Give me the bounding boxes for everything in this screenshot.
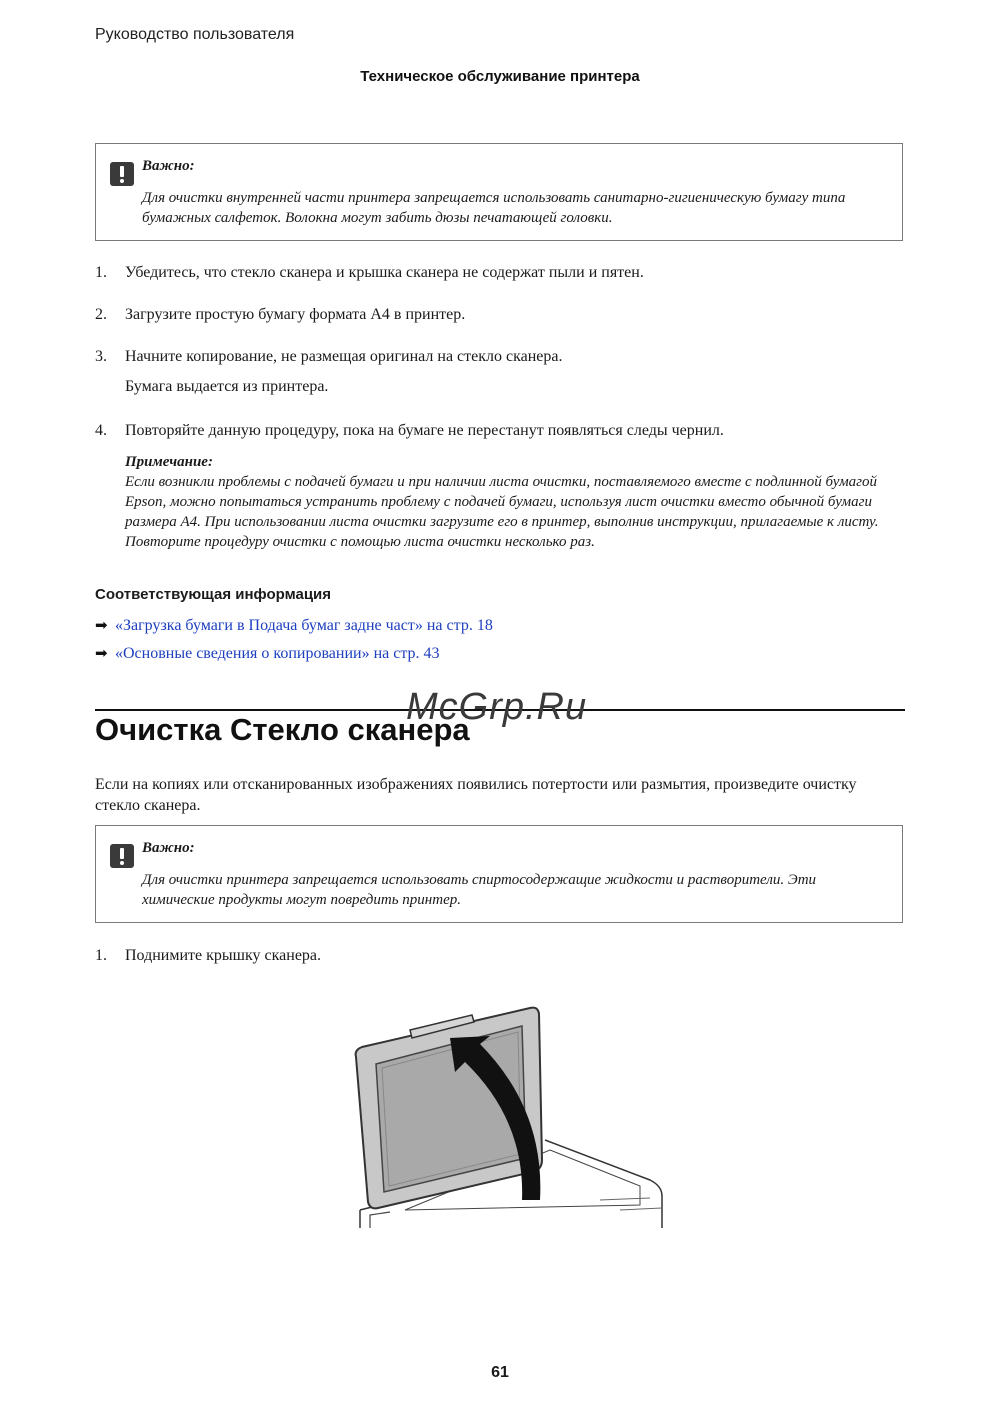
section-intro: Если на копиях или отсканированных изображениях появились потертости или размытия, произведите очистку стекло сканера. xyxy=(95,776,857,814)
step-number: 1. xyxy=(95,947,107,964)
important-title: Важно: xyxy=(142,840,195,856)
step-4 xyxy=(95,420,724,442)
step-number: 3. xyxy=(95,348,107,365)
watermark: McGrp.Ru xyxy=(406,686,588,728)
important-text: Для очистки принтера запрещается использовать спиртосодержащие жидкости и растворители. Эти химические продукты могут повредить принтер. xyxy=(142,872,817,908)
warning-icon xyxy=(110,162,134,186)
step-text: Повторяйте данную процедуру, пока на бумаге не перестанут появляться следы чернил. xyxy=(125,422,724,439)
section-step-1 xyxy=(95,945,321,967)
arrow-right-icon: ➡ xyxy=(95,644,108,662)
page-number: 61 xyxy=(491,1364,509,1381)
chapter-title: Техническое обслуживание принтера xyxy=(360,68,640,85)
link-page[interactable]: на стр. 43 xyxy=(369,645,440,662)
remark-title: Примечание: xyxy=(125,454,213,470)
related-link-2[interactable] xyxy=(95,644,440,663)
related-link-1[interactable] xyxy=(95,616,493,635)
step-3 xyxy=(95,346,563,368)
arrow-right-icon: ➡ xyxy=(95,616,108,634)
step-text: Убедитесь, что стекло сканера и крышка сканера не содержат пыли и пятен. xyxy=(125,264,644,281)
step-text: Поднимите крышку сканера. xyxy=(125,947,322,964)
step-number: 4. xyxy=(95,422,107,439)
step-text: Загрузите простую бумагу формата A4 в принтер. xyxy=(125,306,466,323)
link-page[interactable]: на стр. 18 xyxy=(422,617,493,634)
step-number: 1. xyxy=(95,264,107,281)
running-header: Руководство пользователя xyxy=(95,26,295,43)
warning-icon xyxy=(110,844,134,868)
remark-text: Если возникли проблемы с подачей бумаги и при наличии листа очистки, поставляемого вместе с подлинной бумагой Epson, можно попытаться устранить проблему с подачей бумаги, используя лист очистки вместо обычной бумаги размера A4. При использовании листа очистки загрузите его в принтер, выполнив инструкции, прилагаемые к листу. Повторите процедуру очистки с помощью листа очистки несколько раз. xyxy=(125,474,879,550)
step-text: Начните копирование, не размещая оригинал на стекло сканера. xyxy=(125,348,563,365)
important-box-2 xyxy=(95,825,903,923)
step-3-result: Бумага выдается из принтера. xyxy=(125,378,329,395)
link-text[interactable]: «Загрузка бумаги в Подача бумаг задне част» xyxy=(115,617,423,634)
step-1 xyxy=(95,262,644,284)
section-title: Очистка Стекло сканера xyxy=(95,712,470,747)
step-2 xyxy=(95,304,465,326)
important-title: Важно: xyxy=(142,158,195,174)
scanner-lid-illustration xyxy=(350,1000,670,1228)
important-box-1 xyxy=(95,143,903,241)
step-number: 2. xyxy=(95,306,107,323)
related-heading: Соответствующая информация xyxy=(95,586,332,603)
remark-note xyxy=(125,452,905,552)
link-text[interactable]: «Основные сведения о копировании» xyxy=(115,645,370,662)
important-text: Для очистки внутренней части принтера запрещается использовать санитарно-гигиеническую бумагу типа бумажных салфеток. Волокна могут забить дюзы печатающей головки. xyxy=(142,190,846,226)
